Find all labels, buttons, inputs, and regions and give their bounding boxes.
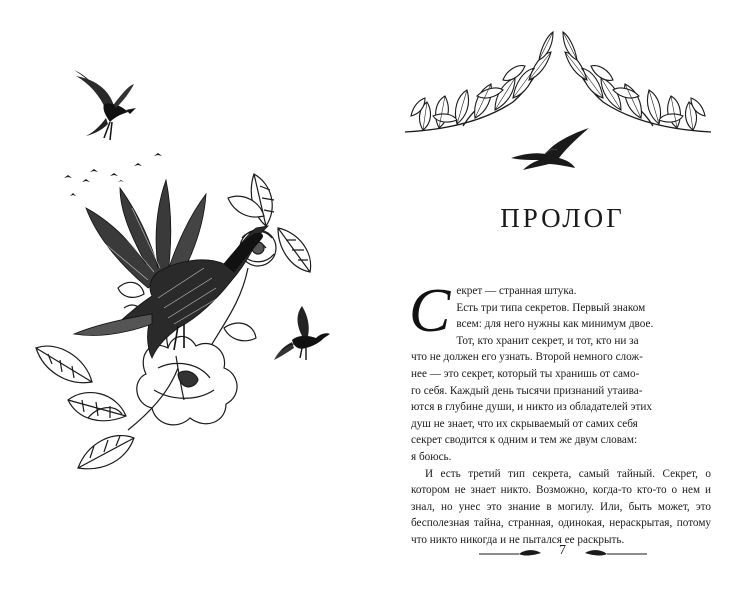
text-line: ются в глубине души, и никто из обладателей этих [411,401,652,414]
text-line: Тот, кто хранит секрет, и тот, кто ни за [456,334,639,347]
text-line: душ не знает, что их скрываемый от самих себя [411,417,638,430]
text-line: нее — это секрет, который ты хранишь от само- [411,367,640,380]
text-line: Есть три типа секретов. Первый знаком [456,301,646,314]
paragraph-2: И есть третий тип секрета, самый тайный. Секрет, о котором не знает никто. Возможно, когда-то кто-то о нем и знал, но унес это знание в могилу. Или, быть может, это бесполезная тайна, странная, одинокая, нераскрытая, потому что никто никогда и не пытался ее раскрыть. [411,467,711,546]
text-line: что не должен его узнать. Второй немного слож- [411,351,643,364]
laurel-branch-left-icon [403,26,553,138]
prologue-text [409,277,711,549]
page-number: 7 [559,543,566,558]
text-line: секрет сводится к одним и тем же двум словам: [411,434,638,447]
flying-crow-icon [70,66,140,146]
drop-cap: С [409,277,451,345]
text-line: екрет — странная штука. [456,285,577,297]
page-number-ornament [375,543,750,559]
text-line: го себя. Каждый день тысячи признаний утаива- [411,384,643,397]
text-line: я боюсь. [411,450,452,463]
laurel-branch-right-icon [563,26,713,138]
chapter-title: ПРОЛОГ [500,203,625,233]
paragraph-1 [409,277,711,466]
text-line: всем: для него нужны как минимум двое. [456,318,654,331]
small-crow-icon [272,306,332,364]
flying-bird-icon [509,124,593,172]
right-page [375,0,750,600]
ornament-right-icon [583,549,647,559]
ornament-left-icon [479,549,543,559]
